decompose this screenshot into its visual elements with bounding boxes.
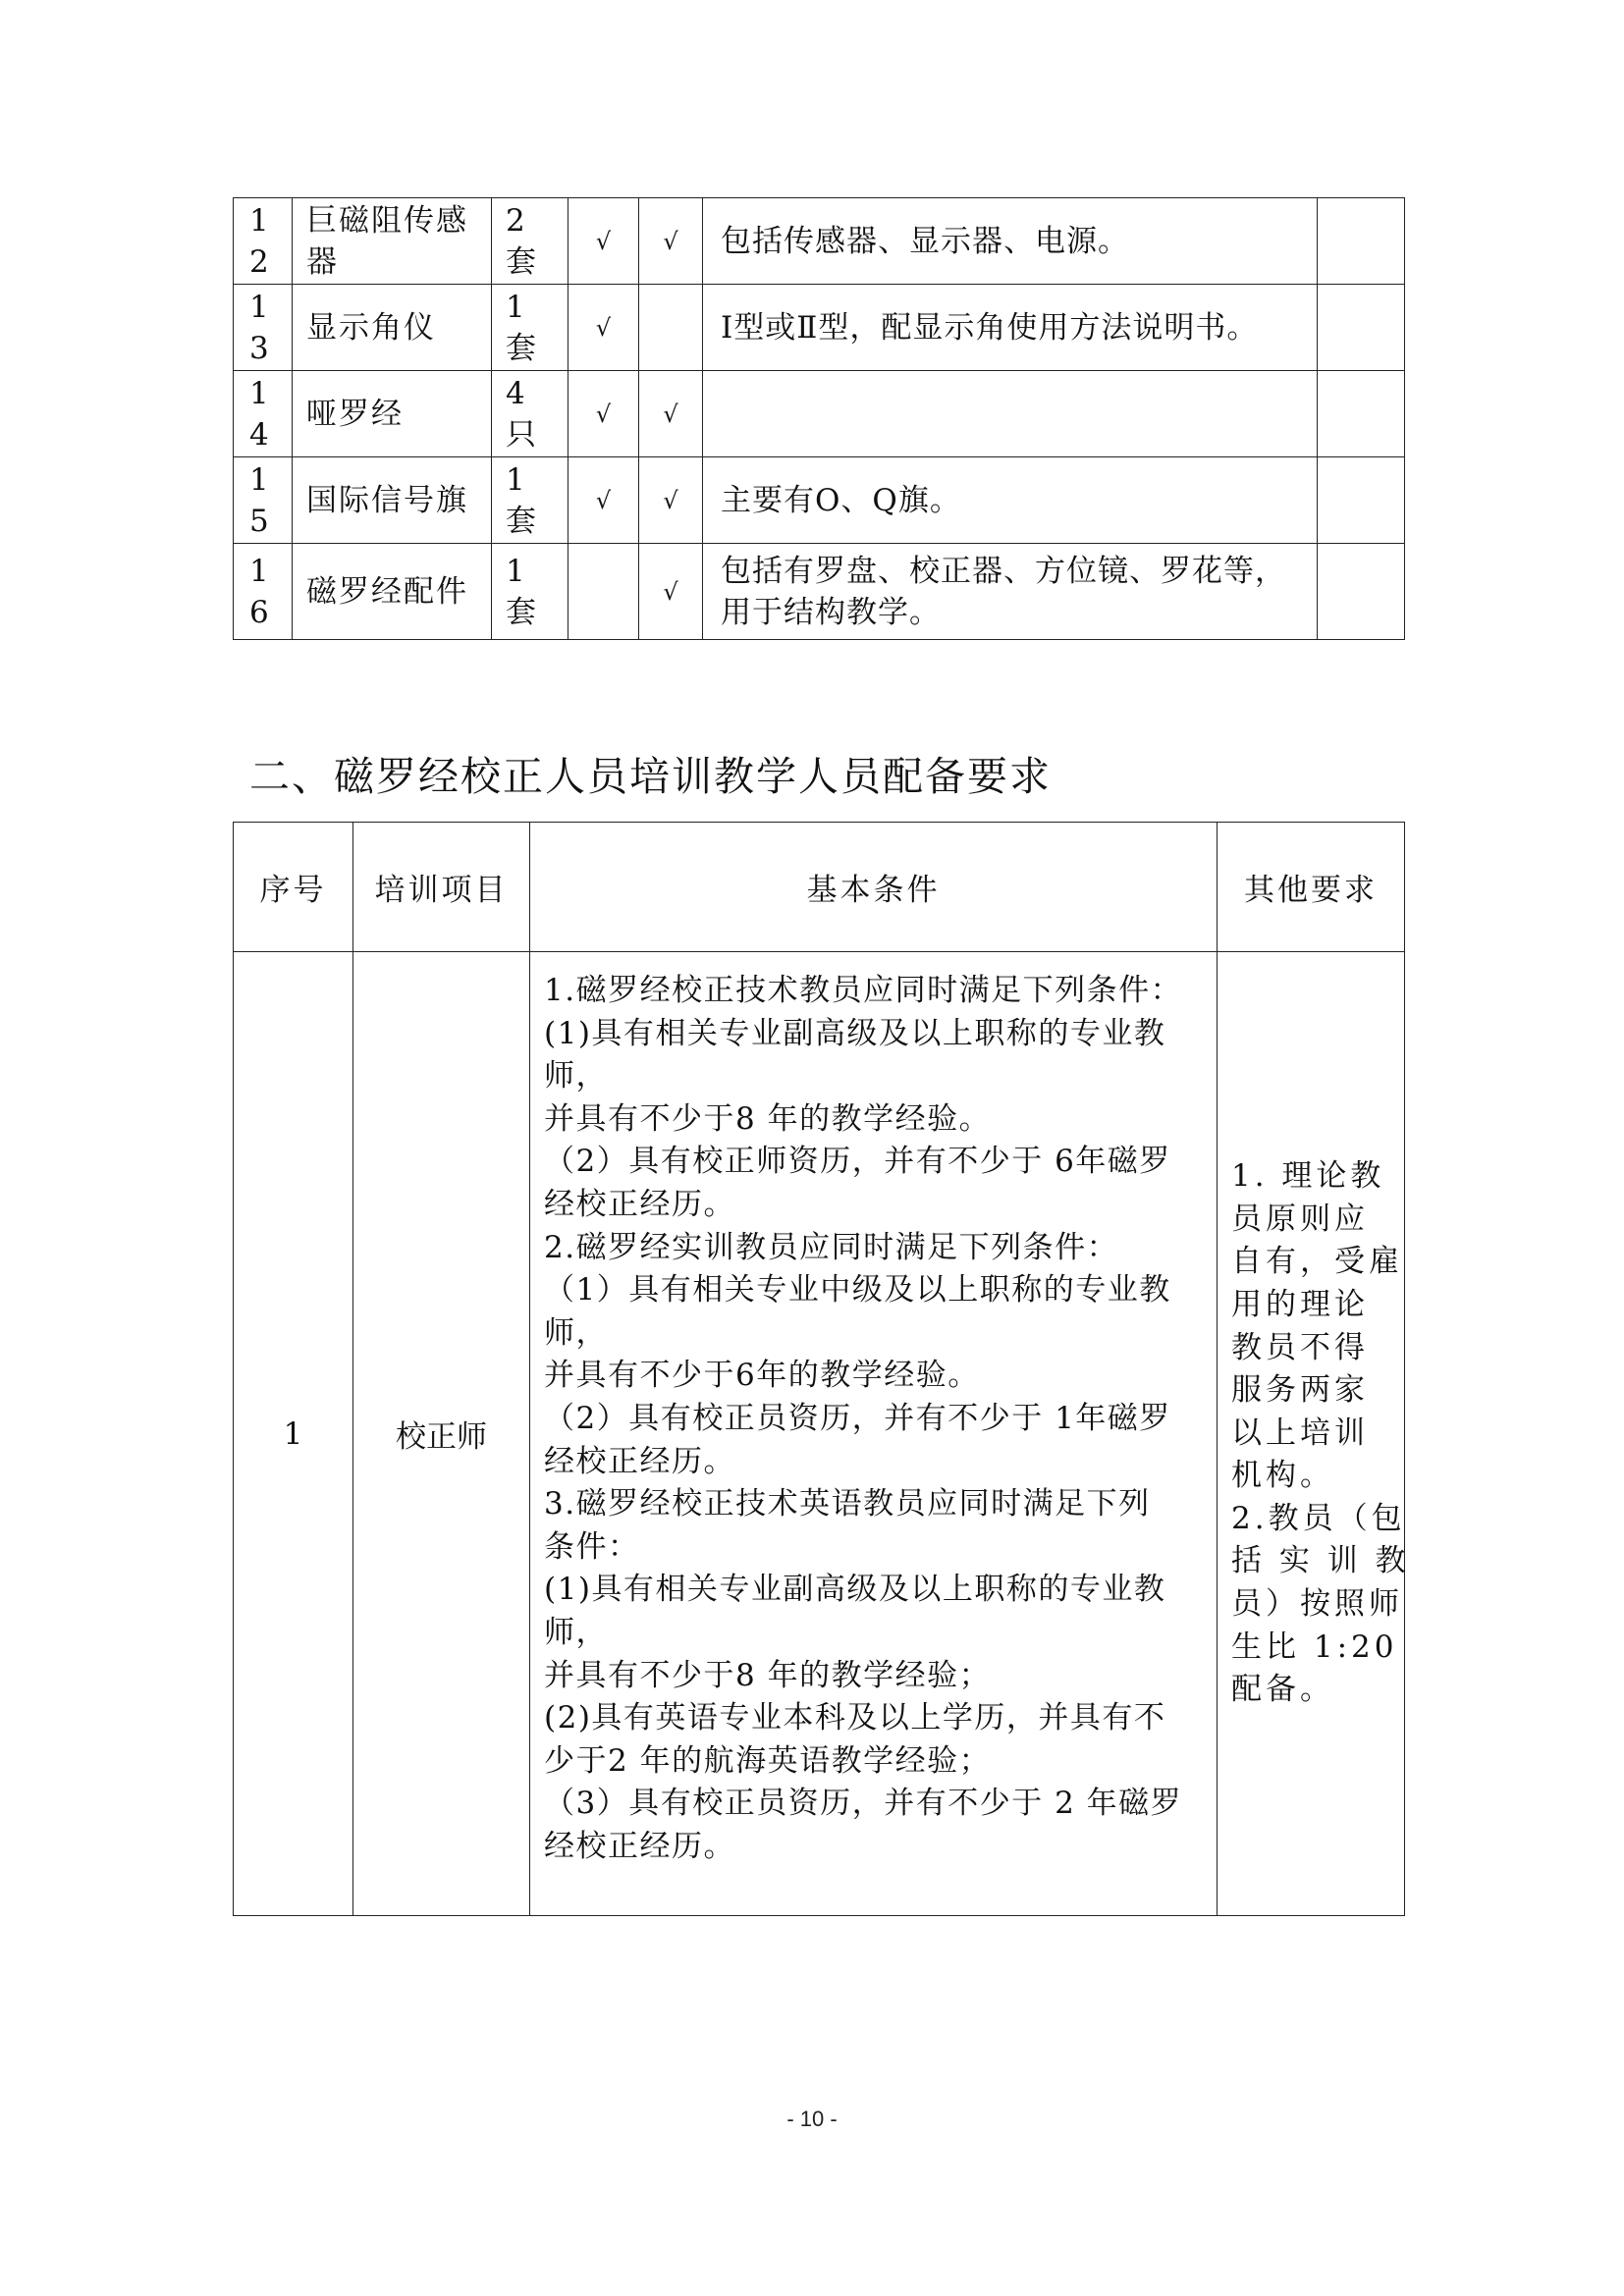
other-requirement-line: 教员不得 (1231, 1329, 1369, 1365)
equipment-name (293, 544, 492, 640)
condition-line: 师， (544, 1614, 608, 1650)
equipment-name-line: 哑罗经 (306, 396, 404, 432)
equipment-note-line: 用于结构教学。 (721, 594, 941, 630)
equipment-quantity (492, 544, 568, 640)
equipment-extra (1318, 371, 1405, 457)
row-number (234, 371, 293, 457)
equipment-note (703, 371, 1318, 457)
condition-line: (1)具有相关专业副高级及以上职称的专业教 (544, 1015, 1166, 1051)
row-number-line: 3 (249, 330, 269, 366)
condition-line: （2）具有校正师资历，并有不少于 6年磁罗 (544, 1144, 1171, 1180)
condition-line: （3）具有校正员资历，并有不少于 2 年磁罗 (544, 1786, 1183, 1822)
other-requirement-line: 用的理论 (1231, 1286, 1369, 1322)
quantity-unit: 套 (506, 330, 536, 366)
condition-line: 师， (544, 1058, 608, 1095)
condition-line: 并具有不少于8 年的教学经验。 (544, 1100, 992, 1137)
equipment-extra (1318, 457, 1405, 544)
quantity-unit: 套 (506, 503, 536, 539)
equipment-name (293, 285, 492, 371)
header-training-item: 培训项目 (353, 823, 530, 952)
equipment-name-line: 显示角仪 (306, 309, 436, 346)
other-requirement-line: 配备。 (1231, 1672, 1334, 1708)
equipment-quantity (492, 457, 568, 544)
equipment-row (234, 285, 1405, 371)
other-requirement-line: 2.教员（包 (1231, 1500, 1406, 1536)
check-mark-1: √ (568, 457, 639, 544)
staffing-table (233, 822, 1410, 1916)
check-mark-1: √ (568, 198, 639, 285)
row-number-line: 1 (249, 202, 269, 239)
check-mark-2: √ (639, 198, 703, 285)
condition-line: 经校正经历。 (544, 1828, 735, 1864)
check-mark-2 (639, 285, 703, 371)
condition-line: 少于2 年的航海英语教学经验； (544, 1742, 992, 1779)
other-requirement-line: 生比 1:20 (1231, 1629, 1398, 1665)
header-other-requirements: 其他要求 (1218, 823, 1405, 952)
equipment-table (233, 197, 1405, 640)
section-heading: 二、磁罗经校正人员培训教学人员配备要求 (249, 753, 1052, 800)
condition-line: 经校正经历。 (544, 1443, 735, 1479)
row-number (234, 544, 293, 640)
row-number-line: 6 (249, 594, 269, 630)
quantity-value: 1 (506, 289, 525, 325)
row-number (234, 198, 293, 285)
row-number-line: 1 (249, 553, 269, 589)
check-mark-2: √ (639, 457, 703, 544)
staffing-header-row (234, 823, 1405, 952)
equipment-extra (1318, 285, 1405, 371)
condition-line: 条件： (544, 1528, 640, 1565)
equipment-name (293, 371, 492, 457)
equipment-row (234, 198, 1405, 285)
condition-line: 师， (544, 1314, 608, 1351)
condition-line: （2）具有校正员资历，并有不少于 1年磁罗 (544, 1400, 1171, 1436)
other-requirement-line: 1. 理论教 (1231, 1158, 1385, 1195)
row-number-line: 1 (249, 375, 269, 411)
other-requirement-line: 自有，受雇 (1231, 1244, 1403, 1280)
row-number-line: 1 (249, 461, 269, 498)
condition-line: 并具有不少于8 年的教学经验； (544, 1657, 992, 1693)
condition-line: 2.磁罗经实训教员应同时满足下列条件： (544, 1229, 1119, 1265)
other-requirement-line: 服务两家 (1231, 1372, 1369, 1409)
other-requirement-line: 员）按照师 (1231, 1586, 1403, 1623)
quantity-value: 2 (506, 202, 525, 239)
equipment-name-line: 器 (306, 243, 339, 280)
equipment-note (703, 285, 1318, 371)
staffing-seq: 1 (234, 952, 353, 1916)
equipment-note-line: 包括传感器、显示器、电源。 (721, 223, 1129, 259)
row-number-line: 5 (249, 503, 269, 539)
other-requirement-line: 员原则应 (1231, 1201, 1369, 1237)
equipment-extra (1318, 544, 1405, 640)
row-number-line: 4 (249, 416, 269, 453)
header-seq: 序号 (234, 823, 353, 952)
equipment-quantity (492, 371, 568, 457)
equipment-name-line: 巨磁阻传感 (306, 202, 468, 239)
quantity-unit: 只 (506, 416, 536, 453)
row-number-line: 2 (249, 243, 269, 280)
condition-line: 并具有不少于6年的教学经验。 (544, 1358, 980, 1394)
row-number (234, 285, 293, 371)
equipment-note (703, 198, 1318, 285)
equipment-extra (1318, 198, 1405, 285)
condition-line: 3.磁罗经校正技术英语教员应同时满足下列 (544, 1486, 1151, 1522)
check-mark-1: √ (568, 285, 639, 371)
condition-line: (2)具有英语专业本科及以上学历，并具有不 (544, 1700, 1166, 1736)
equipment-name (293, 198, 492, 285)
row-number-line: 1 (249, 289, 269, 325)
equipment-name (293, 457, 492, 544)
condition-line: （1）具有相关专业中级及以上职称的专业教 (544, 1272, 1171, 1308)
condition-line: 1.磁罗经校正技术教员应同时满足下列条件： (544, 973, 1183, 1008)
other-requirement-line: 以上培训 (1231, 1415, 1369, 1451)
staffing-item: 校正师 (353, 952, 530, 1916)
equipment-row (234, 371, 1405, 457)
staffing-other-requirements (1218, 952, 1410, 1916)
other-requirement-line: 括 实 训 教 (1231, 1543, 1410, 1579)
staffing-conditions (530, 952, 1218, 1916)
equipment-note (703, 457, 1318, 544)
condition-line: 经校正经历。 (544, 1186, 735, 1222)
quantity-value: 1 (506, 461, 525, 498)
row-number (234, 457, 293, 544)
equipment-note (703, 544, 1318, 640)
equipment-note-line: Ⅰ型或Ⅱ型，配显示角使用方法说明书。 (721, 309, 1259, 346)
equipment-note-line: 包括有罗盘、校正器、方位镜、罗花等， (721, 553, 1286, 589)
quantity-unit: 套 (506, 243, 536, 280)
other-requirement-line: 机构。 (1231, 1458, 1334, 1494)
check-mark-1: √ (568, 371, 639, 457)
check-mark-2: √ (639, 371, 703, 457)
check-mark-1 (568, 544, 639, 640)
condition-line: (1)具有相关专业副高级及以上职称的专业教 (544, 1572, 1166, 1608)
equipment-row (234, 457, 1405, 544)
quantity-unit: 套 (506, 594, 536, 630)
quantity-value: 1 (506, 553, 525, 589)
equipment-row (234, 544, 1405, 640)
equipment-name-line: 磁罗经配件 (306, 573, 468, 610)
page-number: - 10 - (786, 2107, 838, 2131)
equipment-quantity (492, 198, 568, 285)
quantity-value: 4 (506, 375, 525, 411)
staffing-row (234, 952, 1405, 1916)
header-basic-conditions: 基本条件 (530, 823, 1218, 952)
check-mark-2: √ (639, 544, 703, 640)
equipment-name-line: 国际信号旗 (306, 482, 468, 518)
equipment-note-line: 主要有O、Q旗。 (721, 482, 961, 518)
equipment-quantity (492, 285, 568, 371)
